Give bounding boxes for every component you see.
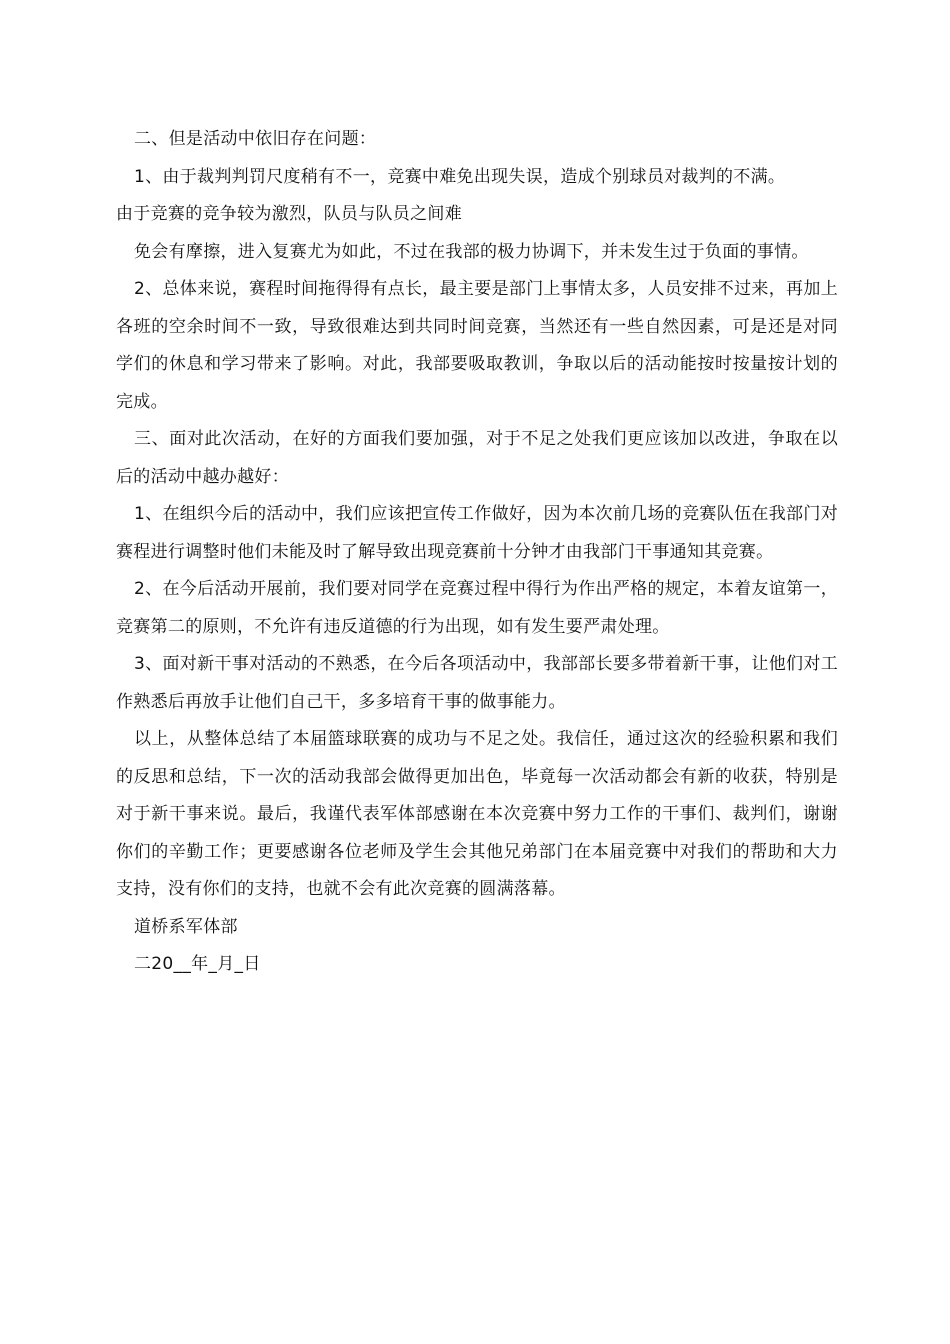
paragraph-conclusion: 以上，从整体总结了本届篮球联赛的成功与不足之处。我信任，通过这次的经验积累和我们的反思和总结，下一次的活动我部会做得更加出色，毕竟每一次活动都会有新的收获，特别是对于新干事来说。最后，我谨代表军体部感谢在本次竞赛中努力工作的干事们、裁判们，谢谢你们的辛勤工作；更要感谢各位老师及学生会其他兄弟部门在本届竞赛中对我们的帮助和大力支持，没有你们的支持，也就不会有此次竞赛的圆满落幕。: [116, 729, 838, 899]
signature: 道桥系军体部: [134, 916, 238, 937]
paragraph-problem-1-end: 免会有摩擦，进入复赛尤为如此，不过在我部的极力协调下，并未发生过于负面的事情。: [134, 241, 809, 262]
paragraph-improvement-1: 1、在组织今后的活动中，我们应该把宣传工作做好，因为本次前几场的竞赛队伍在我部门对赛程进行调整时他们未能及时了解导致出现竞赛前十分钟才由我部门干事通知其竞赛。: [116, 504, 838, 562]
paragraph-problem-1: 1、由于裁判判罚尺度稍有不一，竞赛中难免出现失误，造成个别球员对裁判的不满。: [134, 166, 786, 187]
paragraph-problem-2: 2、总体来说，赛程时间拖得得有点长，最主要是部门上事情太多，人员安排不过来，再加上各班的空余时间不一致，导致很难达到共同时间竞赛，当然还有一些自然因素，可是还是对同学们的休息和学习带来了影响。对此，我部要吸取教训，争取以后的活动能按时按量按计划的完成。: [116, 279, 838, 412]
section-heading-problems: 二、但是活动中依旧存在问题：: [134, 129, 377, 149]
paragraph-problem-1-cont: 由于竞赛的竞争较为激烈，队员与队员之间难: [116, 204, 462, 224]
paragraph-improvement-2: 2、在今后活动开展前，我们要对同学在竞赛过程中得行为作出严格的规定，本着友谊第一，竞赛第二的原则，不允许有违反道德的行为出现，如有发生要严肃处理。: [116, 579, 838, 637]
section-heading-improvements: 三、面对此次活动，在好的方面我们要加强，对于不足之处我们更应该加以改进，争取在以后的活动中越办越好：: [116, 429, 838, 487]
document-body: [116, 121, 838, 984]
date-line: 二20__年_月_日: [134, 954, 261, 974]
paragraph-improvement-3: 3、面对新干事对活动的不熟悉，在今后各项活动中，我部部长要多带着新干事，让他们对工作熟悉后再放手让他们自己干，多多培育干事的做事能力。: [116, 654, 838, 712]
